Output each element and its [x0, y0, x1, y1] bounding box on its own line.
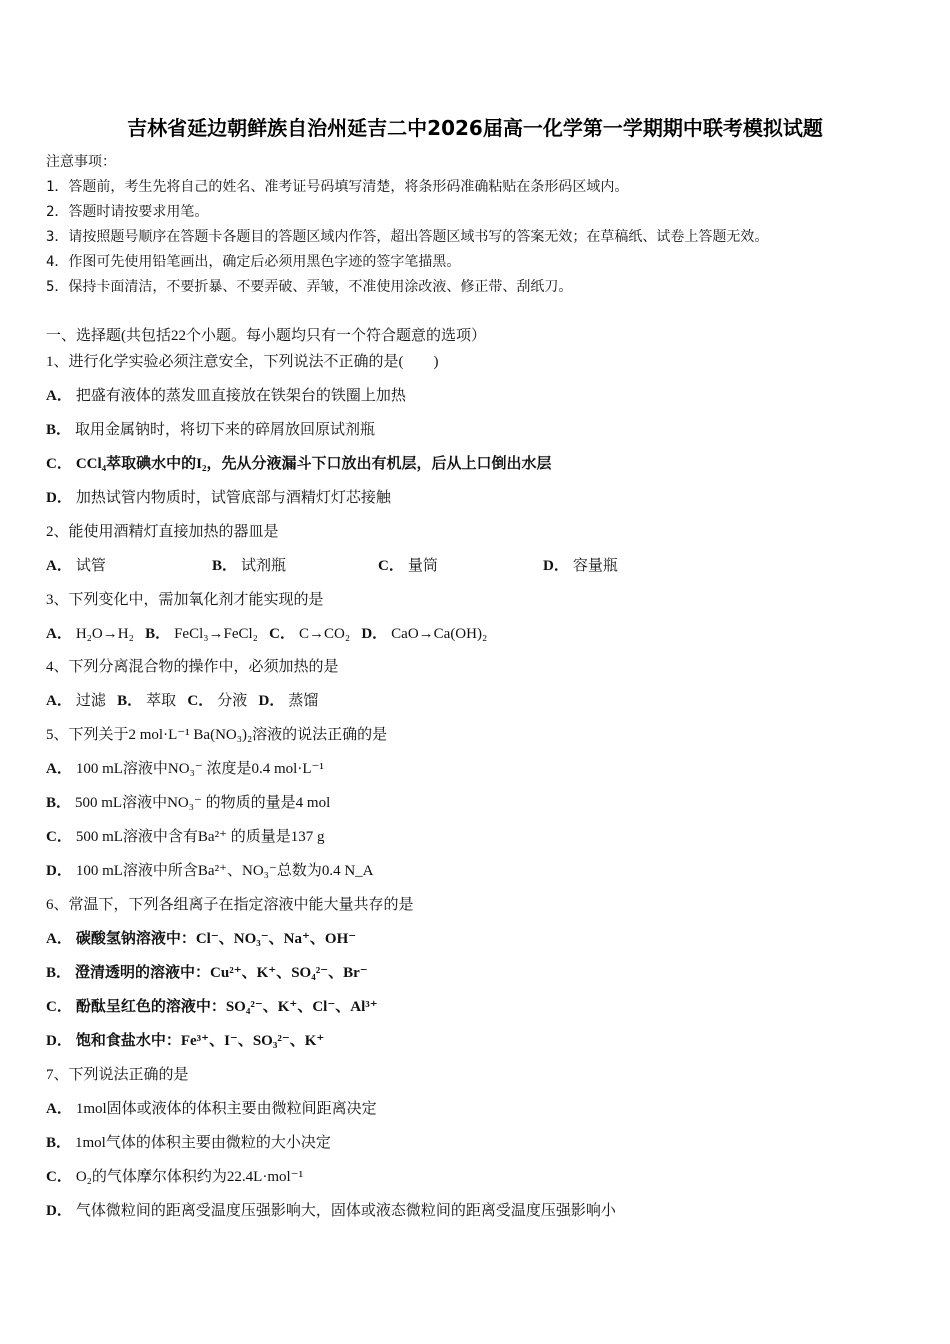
option-label: B．	[212, 558, 238, 574]
option-text: 蒸馏	[288, 693, 319, 709]
question-stem: 3、下列变化中，需加氧化剂才能实现的是	[46, 592, 324, 608]
question-option	[46, 997, 378, 1017]
option-label: A．	[46, 626, 72, 642]
option-text: 澄清透明的溶液中：Cu²⁺、K⁺、SO₄²⁻、Br⁻	[75, 965, 368, 981]
option-label: B．	[46, 965, 72, 981]
question-options-inline	[46, 691, 318, 711]
option-label: C．	[378, 558, 404, 574]
question-stem: 5、下列关于2 mol·L⁻¹ Ba(NO₃)₂溶液的说法正确的是	[46, 727, 388, 743]
question-stem: 2、能使用酒精灯直接加热的器皿是	[46, 524, 279, 540]
notice-item: 2．答题时请按要求用笔。	[46, 204, 209, 220]
option-label: D．	[543, 558, 569, 574]
question-option	[46, 420, 375, 440]
option-label: A．	[46, 931, 72, 947]
option-label: D．	[46, 1203, 72, 1219]
option-text: C→CO₂	[298, 626, 351, 642]
question-stem: 6、常温下，下列各组离子在指定溶液中能大量共存的是	[46, 897, 414, 913]
question-option	[46, 861, 373, 881]
question-option	[212, 556, 286, 576]
question-stem: 7、下列说法正确的是	[46, 1067, 189, 1083]
question-option	[46, 386, 406, 406]
option-label: D．	[361, 626, 388, 642]
question-option	[46, 454, 552, 474]
option-text: 过滤	[75, 693, 106, 709]
question-option	[46, 929, 356, 949]
option-label: C．	[46, 1169, 72, 1185]
option-text: 量筒	[407, 558, 438, 574]
option-label: A．	[46, 388, 72, 404]
question-option	[46, 827, 325, 847]
option-text: 气体微粒间的距离受温度压强影响大，固体或液态微粒间的距离受温度压强影响小	[75, 1203, 616, 1219]
option-text: CCl₄萃取碘水中的I₂，先从分液漏斗下口放出有机层，后从上口倒出水层	[75, 456, 552, 472]
option-text: 碳酸氢钠溶液中：Cl⁻、NO₃⁻、Na⁺、OH⁻	[75, 931, 357, 947]
question-stem: 1、进行化学实验必须注意安全，下列说法不正确的是( )	[46, 354, 439, 370]
question-option	[46, 793, 330, 813]
option-label: A．	[46, 558, 72, 574]
question-option	[46, 1031, 324, 1051]
option-label: D．	[46, 1033, 72, 1049]
question-option	[378, 556, 438, 576]
option-label: C．	[46, 456, 72, 472]
option-label: B．	[117, 693, 143, 709]
option-text: 分液	[217, 693, 248, 709]
option-label: B．	[46, 422, 72, 438]
option-text: 饱和食盐水中：Fe³⁺、I⁻、SO₃²⁻、K⁺	[75, 1033, 325, 1049]
notice-heading: 注意事项：	[46, 154, 116, 170]
option-text: FeCl₃→FeCl₂	[174, 626, 258, 642]
option-text: 500 mL溶液中含有Ba²⁺ 的质量是137 g	[75, 829, 325, 845]
notice-item: 3．请按照题号顺序在答题卡各题目的答题区域内作答，超出答题区域书写的答案无效；在草稿纸、试卷上答题无效。	[46, 229, 769, 245]
question-option	[46, 556, 106, 576]
option-text: 500 mL溶液中NO₃⁻ 的物质的量是4 mol	[75, 795, 331, 811]
question-option	[46, 963, 368, 983]
option-text: 100 mL溶液中所含Ba²⁺、NO₃⁻总数为0.4 N_A	[75, 863, 374, 879]
question-option	[46, 1167, 303, 1187]
option-text: 酚酞呈红色的溶液中：SO₄²⁻、K⁺、Cl⁻、Al³⁺	[75, 999, 378, 1015]
option-text: O₂的气体摩尔体积约为22.4L·mol⁻¹	[75, 1169, 304, 1185]
notice-item: 1．答题前，考生先将自己的姓名、准考证号码填写清楚，将条形码准确粘贴在条形码区域内。	[46, 179, 629, 195]
option-label: A．	[46, 761, 72, 777]
option-text: 加热试管内物质时，试管底部与酒精灯灯芯接触	[75, 490, 391, 506]
question-option	[46, 488, 391, 508]
question-option	[46, 1133, 331, 1153]
option-label: C．	[269, 626, 295, 642]
question-stem: 4、下列分离混合物的操作中，必须加热的是	[46, 659, 339, 675]
option-text: 取用金属钠时，将切下来的碎屑放回原试剂瓶	[75, 422, 376, 438]
notice-item: 4．作图可先使用铅笔画出，确定后必须用黑色字迹的签字笔描黑。	[46, 254, 461, 270]
option-label: D．	[46, 863, 72, 879]
option-label: B．	[46, 1135, 72, 1151]
option-text: 试管	[75, 558, 106, 574]
option-text: 试剂瓶	[241, 558, 287, 574]
option-text: 1mol气体的体积主要由微粒的大小决定	[75, 1135, 331, 1151]
option-label: C．	[46, 999, 72, 1015]
option-label: C．	[187, 693, 214, 709]
option-label: A．	[46, 1101, 72, 1117]
option-label: B．	[46, 795, 72, 811]
option-text: H₂O→H₂	[75, 626, 134, 642]
question-option	[543, 556, 618, 576]
option-label: C．	[46, 829, 72, 845]
notice-item: 5．保持卡面清洁，不要折暴、不要弄破、弄皱，不准使用涂改液、修正带、刮纸刀。	[46, 279, 573, 295]
option-label: D．	[258, 693, 285, 709]
option-text: 容量瓶	[572, 558, 618, 574]
section-heading: 一、选择题(共包括22个小题。每小题均只有一个符合题意的选项）	[46, 328, 486, 344]
question-option	[46, 759, 324, 779]
option-text: CaO→Ca(OH)₂	[391, 626, 488, 642]
option-label: A．	[46, 693, 72, 709]
question-option	[46, 1099, 377, 1119]
question-option	[46, 1201, 616, 1221]
question-options-inline	[46, 624, 487, 644]
option-label: B．	[145, 626, 171, 642]
option-text: 萃取	[146, 693, 177, 709]
option-text: 1mol固体或液体的体积主要由微粒间距离决定	[75, 1101, 377, 1117]
option-text: 把盛有液体的蒸发皿直接放在铁架台的铁圈上加热	[75, 388, 406, 404]
option-text: 100 mL溶液中NO₃⁻ 浓度是0.4 mol·L⁻¹	[75, 761, 324, 777]
page-title: 吉林省延边朝鲜族自治州延吉二中2026届高一化学第一学期期中联考模拟试题	[127, 116, 823, 140]
option-label: D．	[46, 490, 72, 506]
